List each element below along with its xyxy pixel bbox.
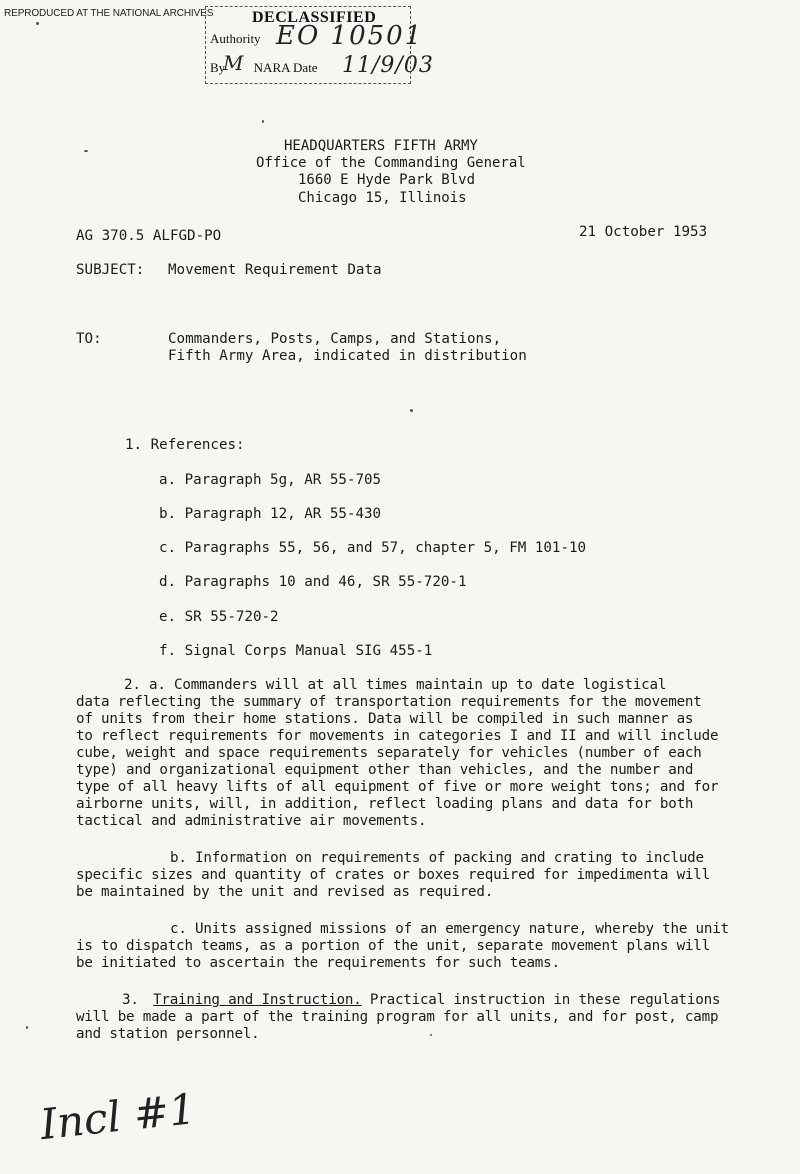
- subject-text: Movement Requirement Data: [168, 262, 382, 278]
- scan-speck: [262, 120, 264, 123]
- para-2b-line: b. Information on requirements of packing and crating to include: [170, 850, 704, 866]
- para-2a-line: airborne units, will, in addition, reflect loading plans and data for both: [76, 796, 694, 812]
- para-2a-line: type of all heavy lifts of all equipment of five or more weight tons; and for: [76, 779, 719, 795]
- reference-item: e. SR 55-720-2: [159, 609, 279, 625]
- scan-speck: [430, 1034, 432, 1036]
- letterhead-line-4: Chicago 15, Illinois: [298, 190, 467, 206]
- reference-item: f. Signal Corps Manual SIG 455-1: [159, 643, 433, 659]
- stamp-title: DECLASSIFIED: [252, 9, 377, 26]
- to-line-2: Fifth Army Area, indicated in distribution: [168, 348, 527, 364]
- para-2c-line: c. Units assigned missions of an emergency nature, whereby the unit: [170, 921, 729, 937]
- para-2c-line: is to dispatch teams, as a portion of the unit, separate movement plans will: [76, 938, 710, 954]
- reference-item: d. Paragraphs 10 and 46, SR 55-720-1: [159, 574, 467, 590]
- scan-speck: [84, 150, 88, 152]
- stamp-nara-date-label: NARA Date: [253, 60, 318, 75]
- stamp-by-label: By: [210, 60, 226, 75]
- letter-date: 21 October 1953: [579, 224, 708, 240]
- para-2a-line: data reflecting the summary of transportation requirements for the movement: [76, 694, 702, 710]
- file-reference: AG 370.5 ALFGD-PO: [76, 228, 222, 244]
- para-2a-line: tactical and administrative air movements.: [76, 813, 427, 829]
- scan-speck: [26, 1026, 28, 1029]
- para-2a-line: type) and organizational equipment other than vehicles, and the number and: [76, 762, 694, 778]
- para-3-heading: Training and Instruction.: [153, 992, 362, 1008]
- para-3-first-line: [122, 992, 720, 1009]
- declassification-stamp: [205, 6, 434, 84]
- reference-item: c. Paragraphs 55, 56, and 57, chapter 5, FM 101-10: [159, 540, 587, 556]
- reference-item: a. Paragraph 5g, AR 55-705: [159, 472, 382, 488]
- stamp-by-value: M: [223, 51, 244, 75]
- para-2a-line: to reflect requirements for movements in categories I and II and will include: [76, 728, 719, 744]
- para-2b-line: be maintained by the unit and revised as required.: [76, 884, 494, 900]
- para-2b-line: specific sizes and quantity of crates or boxes required for impedimenta will: [76, 867, 710, 883]
- stamp-authority-label: Authority: [210, 31, 261, 46]
- reference-item: b. Paragraph 12, AR 55-430: [159, 506, 382, 522]
- letterhead-line-1: HEADQUARTERS FIFTH ARMY: [284, 138, 478, 154]
- para-2a-line: of units from their home stations. Data will be compiled in such manner as: [76, 711, 694, 727]
- subject-label: SUBJECT:: [76, 262, 145, 278]
- archive-banner: REPRODUCED AT THE NATIONAL ARCHIVES: [4, 8, 214, 19]
- para-3-line: will be made a part of the training program for all units, and for post, camp: [76, 1009, 719, 1025]
- para-3-line-1-rest: Practical instruction in these regulations: [361, 992, 721, 1008]
- to-label: TO:: [76, 331, 102, 347]
- references-heading: 1. References:: [125, 437, 245, 453]
- letterhead-line-3: 1660 E Hyde Park Blvd: [298, 172, 476, 188]
- letterhead-line-2: Office of the Commanding General: [256, 155, 526, 171]
- scan-speck: [36, 22, 39, 25]
- handwritten-signature: Incl #1: [37, 1083, 198, 1150]
- to-line-1: Commanders, Posts, Camps, and Stations,: [168, 331, 502, 347]
- para-3-line: and station personnel.: [76, 1026, 260, 1042]
- para-2a-line: cube, weight and space requirements separately for vehicles (number of each: [76, 745, 702, 761]
- para-2c-line: be initiated to ascertain the requirements for such teams.: [76, 955, 560, 971]
- stamp-date-value: 11/9/03: [342, 53, 434, 78]
- para-3-number: 3.: [122, 992, 139, 1008]
- scan-speck: [410, 409, 413, 412]
- stamp-authority-value: EO 10501: [276, 21, 424, 51]
- para-2a-line: 2. a. Commanders will at all times maintain up to date logistical: [124, 677, 667, 693]
